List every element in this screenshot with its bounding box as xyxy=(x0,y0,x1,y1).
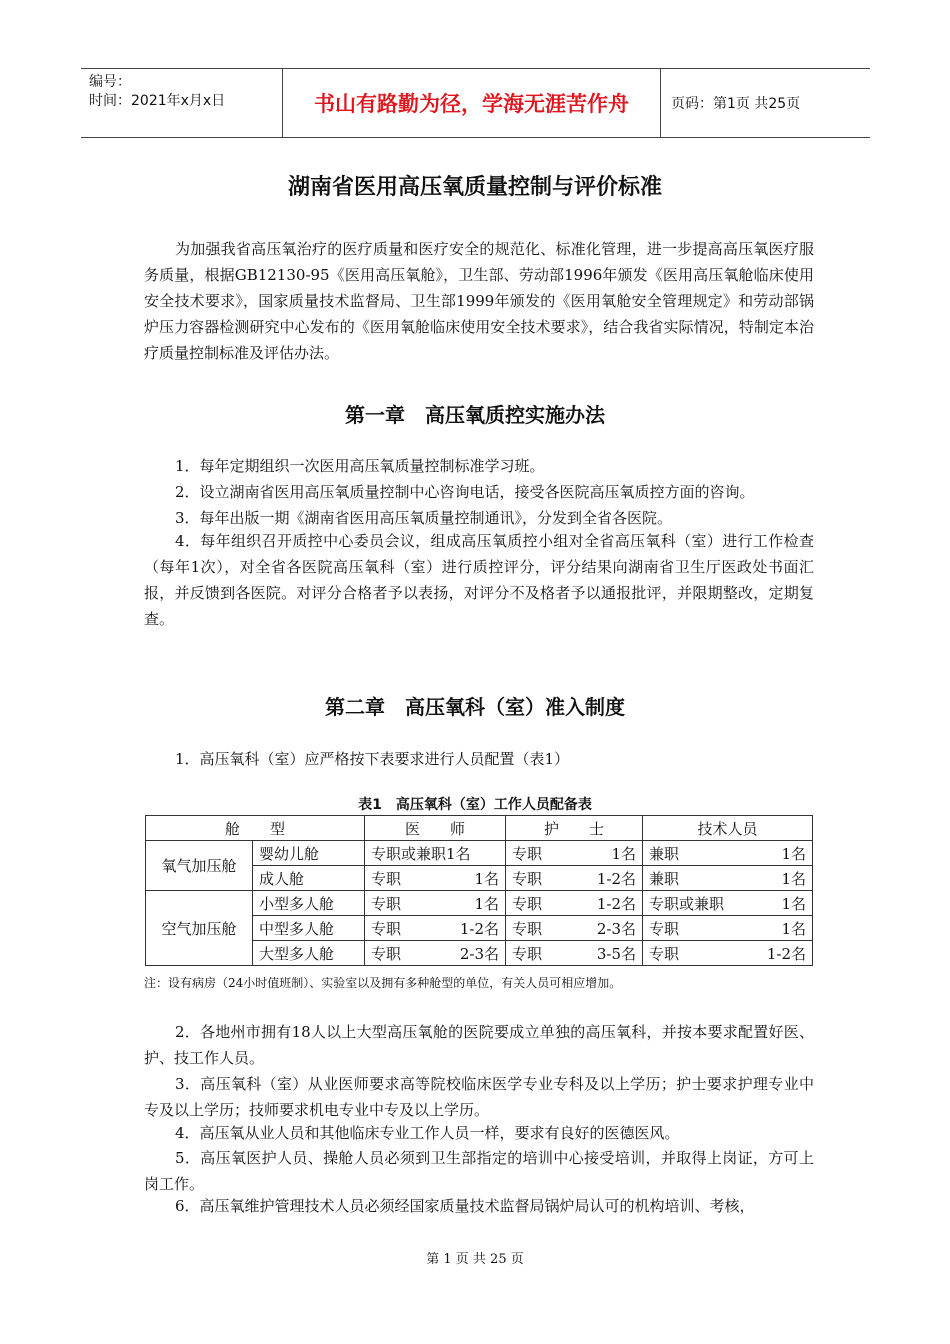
doctor-mode: 专职 xyxy=(371,919,402,938)
table-header-row xyxy=(146,816,813,841)
chapter1-title: 第一章 高压氧质控实施办法 xyxy=(345,403,605,427)
chapter1-item: 3．每年出版一期《湖南省医用高压氧质量控制通讯》，分发到全省各医院。 xyxy=(175,509,673,527)
tech-count: 1名 xyxy=(781,919,806,938)
table-row xyxy=(146,891,813,916)
doctor-count: 1名 xyxy=(474,894,499,913)
nurse-mode: 专职 xyxy=(512,919,543,938)
type-cell: 成人舱 xyxy=(253,866,365,891)
tech-count: 1名 xyxy=(781,894,806,913)
nurse-count: 2-3名 xyxy=(596,919,636,938)
tech-cell xyxy=(643,941,813,966)
number-label: 编号： xyxy=(89,74,131,90)
doctor-mode: 专职 xyxy=(371,869,402,888)
header-motto: 书山有路勤为径，学海无涯苦作舟 xyxy=(314,92,629,116)
type-cell: 中型多人舱 xyxy=(253,916,365,941)
doctor-mode: 专职 xyxy=(371,894,402,913)
nurse-count: 1名 xyxy=(611,844,636,863)
nurse-count: 1-2名 xyxy=(596,894,636,913)
header-divider xyxy=(660,69,661,137)
doctor-mode: 专职 xyxy=(371,944,402,963)
doctor-cell xyxy=(365,916,506,941)
nurse-mode: 专职 xyxy=(512,844,543,863)
table-caption: 表1 高压氧科（室）工作人员配备表 xyxy=(358,797,592,813)
chapter1-item: 2．设立湖南省医用高压氧质量控制中心咨询电话，接受各医院高压氧质控方面的咨询。 xyxy=(175,483,755,501)
tech-count: 1名 xyxy=(781,869,806,888)
tech-mode: 专职或兼职 xyxy=(649,894,725,913)
chapter2-item: 4．高压氧从业人员和其他临床专业工作人员一样，要求有良好的医德医风。 xyxy=(175,1124,680,1142)
nurse-mode: 专职 xyxy=(512,894,543,913)
tech-cell xyxy=(643,841,813,866)
tech-count: 1-2名 xyxy=(766,944,806,963)
chapter1-item: 1．每年定期组织一次医用高压氧质量控制标准学习班。 xyxy=(175,457,545,475)
tech-mode: 兼职 xyxy=(649,869,680,888)
page-footer: 第 1 页 共 25 页 xyxy=(426,1252,524,1267)
doctor-count: 1-2名 xyxy=(459,919,499,938)
nurse-cell xyxy=(506,916,643,941)
page-header xyxy=(81,68,870,138)
header-meta xyxy=(89,73,225,111)
nurse-cell xyxy=(506,941,643,966)
nurse-mode: 专职 xyxy=(512,869,543,888)
staffing-table xyxy=(145,815,813,966)
header-page-number: 页码：第1页 共25页 xyxy=(671,96,801,112)
tech-cell xyxy=(643,866,813,891)
doctor-cell xyxy=(365,891,506,916)
doctor-cell xyxy=(365,941,506,966)
document-title: 湖南省医用高压氧质量控制与评价标准 xyxy=(287,175,662,200)
nurse-cell xyxy=(506,866,643,891)
chapter2-item: 1．高压氧科（室）应严格按下表要求进行人员配置（表1） xyxy=(175,750,570,768)
nurse-mode: 专职 xyxy=(512,944,543,963)
nurse-count: 1-2名 xyxy=(596,869,636,888)
tech-cell xyxy=(643,916,813,941)
chapter2-item: 2．各地州市拥有18人以上大型高压氧舱的医院要成立单独的高压氧科，并按本要求配置好医、护、技工作人员。 xyxy=(144,1023,814,1067)
group-cell: 氧气加压舱 xyxy=(146,841,253,891)
doctor-cell xyxy=(365,841,506,866)
nurse-count: 3-5名 xyxy=(596,944,636,963)
nurse-cell xyxy=(506,841,643,866)
chapter2-title: 第二章 高压氧科（室）准入制度 xyxy=(325,695,625,719)
doctor-mode: 专职或兼职1名 xyxy=(371,844,471,863)
header-nurse: 护 士 xyxy=(506,816,643,841)
tech-mode: 兼职 xyxy=(649,844,680,863)
chapter1-item: 4．每年组织召开质控中心委员会议，组成高压氧质控小组对全省高压氧科（室）进行工作检查（每年1次），对全省各医院高压氧科（室）进行质控评分，评分结果向湖南省卫生厅医政处书面汇报，并反馈到各医院。对评分合格者予以表扬，对评分不及格者予以通报批评，并限期整改，定期复查。 xyxy=(144,532,814,628)
tech-cell xyxy=(643,891,813,916)
group-cell: 空气加压舱 xyxy=(146,891,253,966)
type-cell: 婴幼儿舱 xyxy=(253,841,365,866)
doctor-count: 1名 xyxy=(474,869,499,888)
type-cell: 小型多人舱 xyxy=(253,891,365,916)
chapter2-item: 6．高压氧维护管理技术人员必须经国家质量技术监督局锅炉局认可的机构培训、考核， xyxy=(175,1197,755,1215)
header-cabin-type: 舱 型 xyxy=(146,816,365,841)
header-doctor: 医 师 xyxy=(365,816,506,841)
nurse-cell xyxy=(506,891,643,916)
table-note: 注：设有病房（24小时值班制）、实验室以及拥有多种舱型的单位，有关人员可相应增加。 xyxy=(144,976,622,990)
tech-mode: 专职 xyxy=(649,944,680,963)
chapter2-item: 3．高压氧科（室）从业医师要求高等院校临床医学专业专科及以上学历；护士要求护理专业中专及以上学历；技师要求机电专业中专及以上学历。 xyxy=(144,1075,814,1119)
intro-paragraph: 为加强我省高压氧治疗的医疗质量和医疗安全的规范化、标准化管理，进一步提高高压氧医疗服务质量，根据GB12130-95《医用高压氧舱》，卫生部、劳动部1996年颁发《医用高压氧舱临床使用安全技术要求》，国家质量技术监督局、卫生部1999年颁发的《医用氧舱安全管理规定》和劳动部锅炉压力容器检测研究中心发布的《医用氧舱临床使用安全技术要求》，结合我省实际情况，特制定本治疗质量控制标准及评估办法。 xyxy=(144,240,814,362)
table-row xyxy=(146,841,813,866)
doctor-cell xyxy=(365,866,506,891)
type-cell: 大型多人舱 xyxy=(253,941,365,966)
tech-mode: 专职 xyxy=(649,919,680,938)
date-label: 时间：2021年x月x日 xyxy=(89,93,226,109)
tech-count: 1名 xyxy=(781,844,806,863)
chapter2-item: 5．高压氧医护人员、操舱人员必须到卫生部指定的培训中心接受培训，并取得上岗证，方可上岗工作。 xyxy=(144,1149,814,1193)
doctor-count: 2-3名 xyxy=(459,944,499,963)
header-tech: 技术人员 xyxy=(643,816,813,841)
